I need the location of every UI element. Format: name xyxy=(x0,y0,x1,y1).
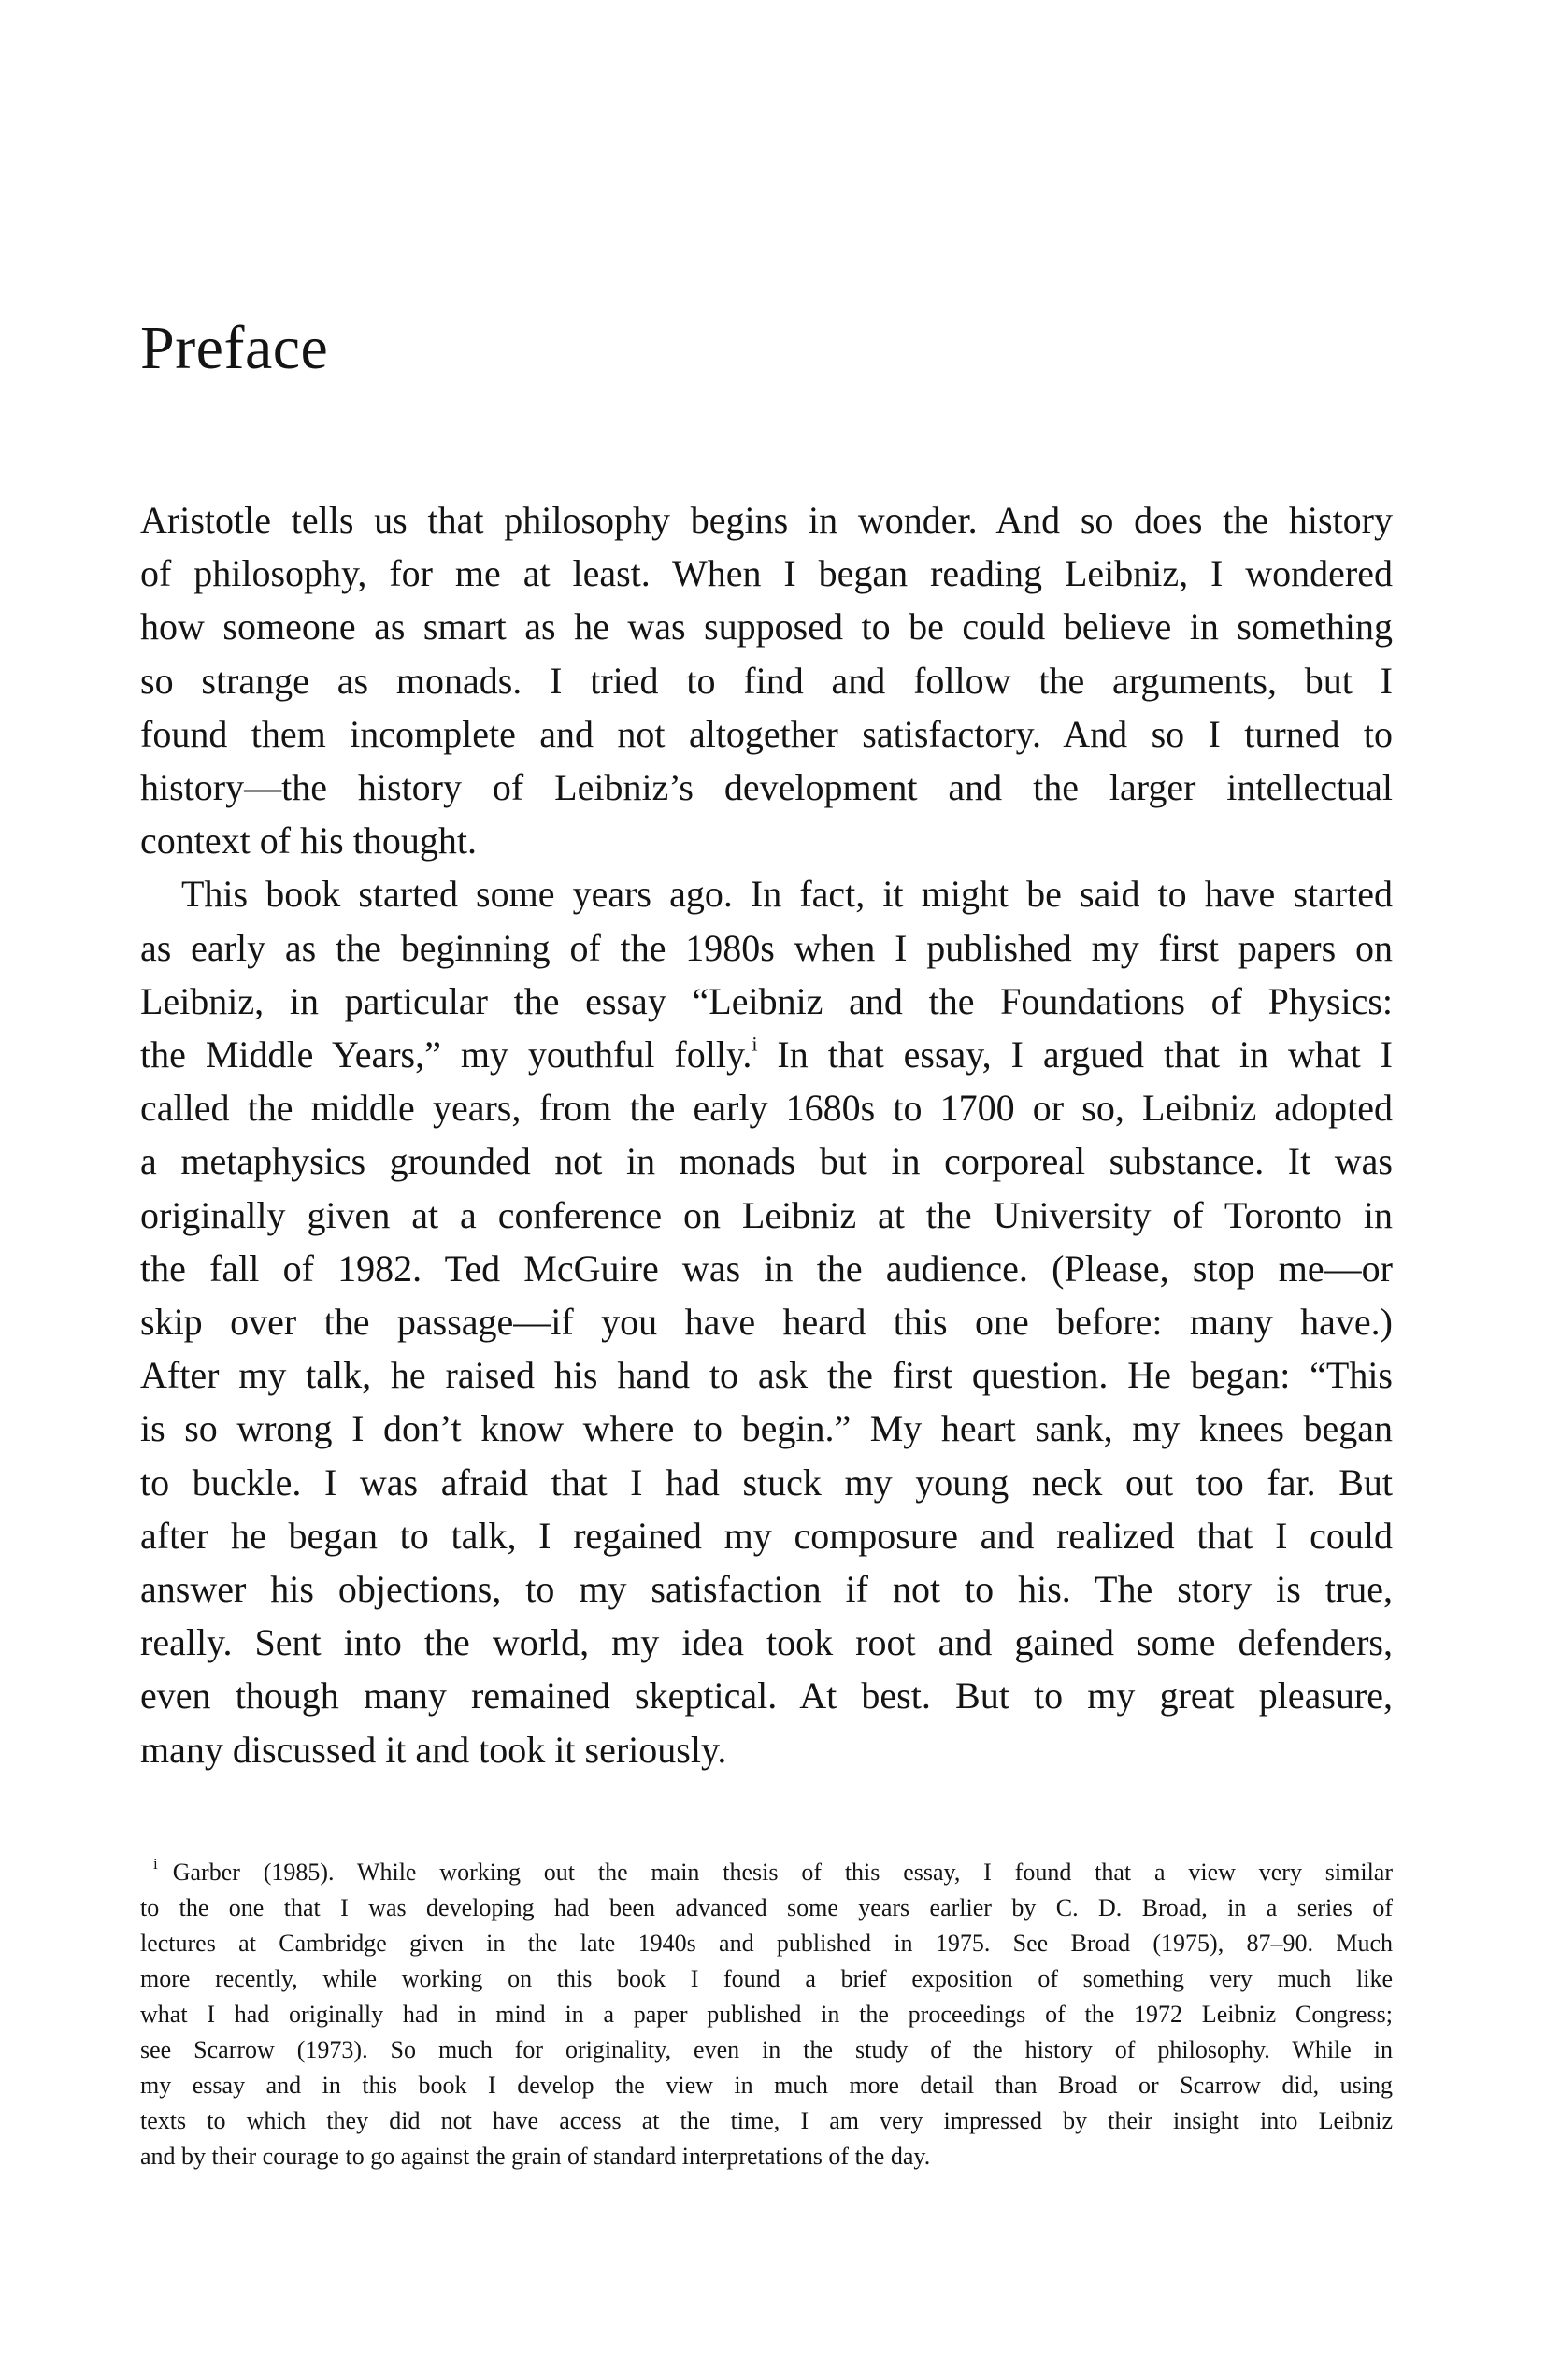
text-line: many discussed it and took it seriously. xyxy=(140,1728,727,1771)
text-line: Leibniz, in particular the essay “Leibniz and the Foundations of Physics: xyxy=(140,979,1393,1022)
text-line: after he began to talk, I regained my composure and realized that I could xyxy=(140,1514,1393,1557)
text-line: as early as the beginning of the 1980s when I published my first papers on xyxy=(140,926,1393,969)
note-line-before: the Middle Years,” my youthful folly. xyxy=(140,1033,752,1076)
footnote-line: my essay and in this book I develop the view in much more detail than Broad or Scarrow did, using xyxy=(140,2072,1393,2099)
footnote-text-first: Garber (1985). While working out the main thesis of this essay, I found that a view very similar xyxy=(172,1859,1393,1886)
text-line: skip over the passage—if you have heard this one before: many have.) xyxy=(140,1301,1393,1344)
footnote-line: lectures at Cambridge given in the late 1940s and published in 1975. See Broad (1975), 87–90. Much xyxy=(140,1930,1393,1957)
text-line: even though many remained skeptical. At best. But to my great pleasure, xyxy=(140,1675,1393,1717)
paragraph-2 xyxy=(140,867,1393,1775)
footnote-line: see Scarrow (1973). So much for originality, even in the study of the history of philosophy. While in xyxy=(140,2036,1393,2063)
footnote-line: to the one that I was developing had been advanced some years earlier by C. D. Broad, in a series of xyxy=(140,1894,1393,1921)
footnote-marker: i xyxy=(153,1855,158,1874)
page-title: Preface xyxy=(140,314,329,382)
text-line: called the middle years, from the early 1680s to 1700 or so, Leibniz adopted xyxy=(140,1087,1393,1130)
footnote-reference[interactable]: i xyxy=(752,1032,758,1056)
note-line-after: In that essay, I argued that in what I xyxy=(757,1033,1393,1076)
text-line: really. Sent into the world, my idea took root and gained some defenders, xyxy=(140,1621,1393,1664)
text-line: a metaphysics grounded not in monads but in corporeal substance. It was xyxy=(140,1140,1393,1183)
text-line: how someone as smart as he was supposed to be could believe in something xyxy=(140,606,1393,648)
text-line: so strange as monads. I tried to find and follow the arguments, but I xyxy=(140,659,1393,702)
text-line: After my talk, he raised his hand to ask the first question. He began: “This xyxy=(140,1354,1393,1397)
text-line: This book started some years ago. In fact, it might be said to have started xyxy=(181,873,1393,916)
footnote xyxy=(140,1855,1393,2174)
footnote-line: what I had originally had in mind in a paper published in the proceedings of the 1972 Leibniz Congress; xyxy=(140,2001,1393,2028)
text-line: of philosophy, for me at least. When I began reading Leibniz, I wondered xyxy=(140,552,1393,595)
text-line: to buckle. I was afraid that I had stuck my young neck out too far. But xyxy=(140,1461,1393,1504)
text-line: context of his thought. xyxy=(140,819,477,862)
body-text xyxy=(140,493,1393,1776)
footnote-line xyxy=(140,1855,1393,1890)
text-line: history—the history of Leibniz’s development and the larger intellectual xyxy=(140,766,1393,809)
text-line: originally given at a conference on Leibniz at the University of Toronto in xyxy=(140,1193,1393,1236)
footnote-line: and by their courage to go against the grain of standard interpretations of the day. xyxy=(140,2143,931,2170)
text-line: the fall of 1982. Ted McGuire was in the audience. (Please, stop me—or xyxy=(140,1247,1393,1290)
footnote-line: more recently, while working on this book I found a brief exposition of something very much like xyxy=(140,1965,1393,1992)
text-line-with-note xyxy=(140,1028,1393,1081)
footnote-line: texts to which they did not have access at the time, I am very impressed by their insight into Leibniz xyxy=(140,2107,1393,2134)
text-line: answer his objections, to my satisfaction if not to his. The story is true, xyxy=(140,1568,1393,1611)
text-line: found them incomplete and not altogether satisfactory. And so I turned to xyxy=(140,712,1393,755)
text-line: is so wrong I don’t know where to begin.” My heart sank, my knees began xyxy=(140,1407,1393,1450)
text-line: Aristotle tells us that philosophy begins in wonder. And so does the history xyxy=(140,499,1393,541)
paragraph-1 xyxy=(140,493,1393,867)
